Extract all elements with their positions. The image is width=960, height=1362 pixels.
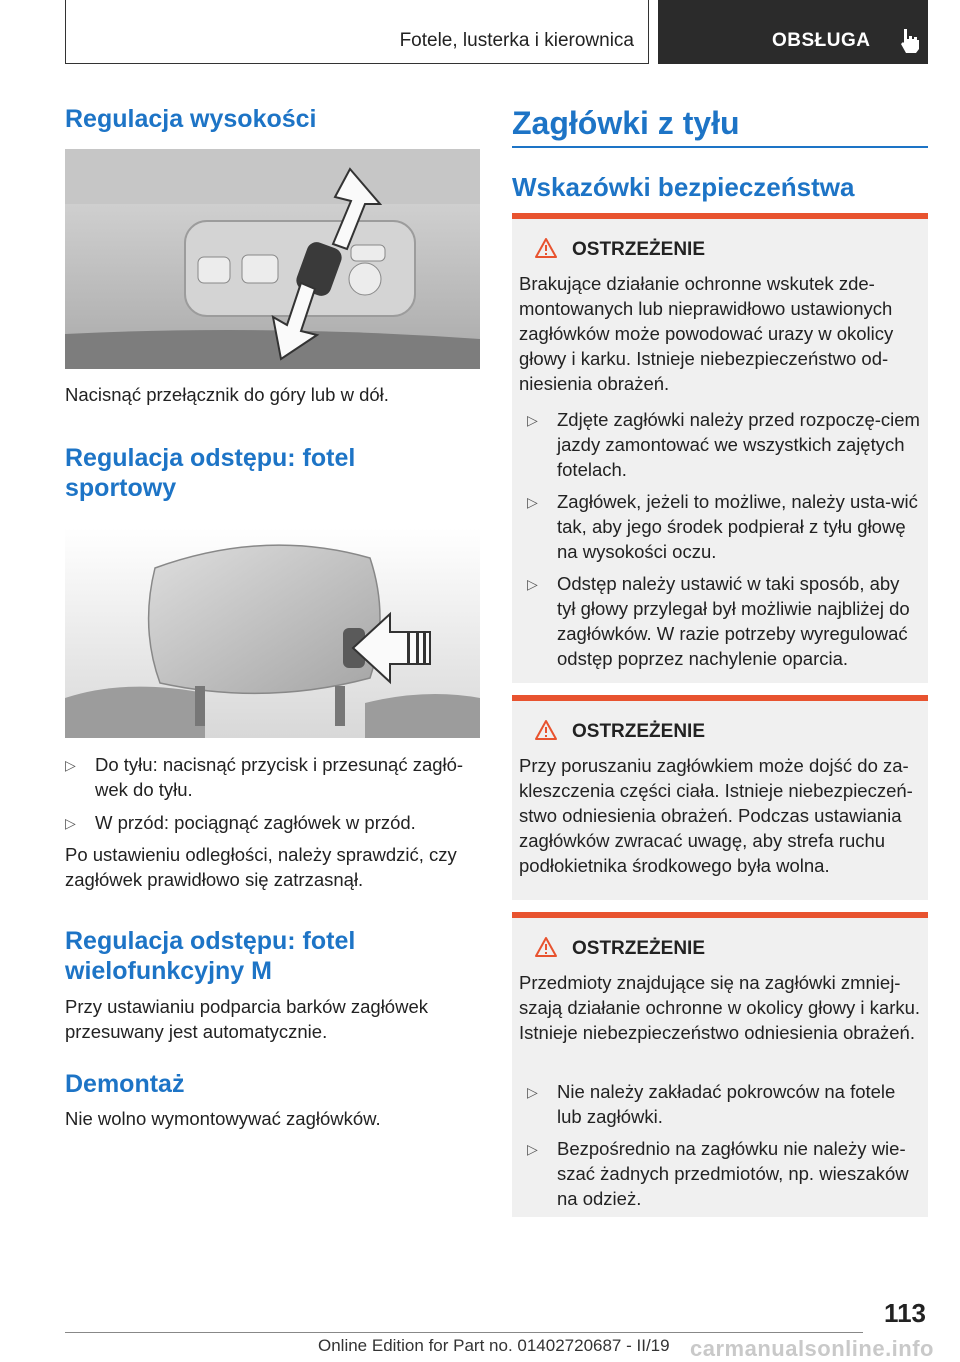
list-item: ▷ Odstęp należy ustawić w taki sposób, aby tył głowy przylegał był możliwie najbliżej do zagłówków. W razie potrzeby wyregulować odstęp poprzez nachylenie oparcia. [527,573,910,669]
warning-title: OSTRZEŻENIE [572,938,706,959]
header-section-title: Fotele, lusterka i kierownica [399,30,634,51]
list-item: ▷ Do tyłu: nacisnąć przycisk i przesunąć zagłó-wek do tyłu. [65,754,464,800]
triangle-bullet-icon: ▷ [527,576,538,592]
triangle-bullet-icon: ▷ [527,1084,538,1100]
hand-pointer-icon [896,26,924,54]
warning-triangle-icon [534,237,558,259]
list-item: ▷ Bezpośrednio na zagłówku nie należy wie-szać żadnych przedmiotów, np. wieszaków na odzież. [527,1138,909,1209]
list-item: ▷ Zagłówek, jeżeli to możliwe, należy usta-wić tak, aby jego środek podpierał z tyłu głowę na wysokości oczu. [527,491,918,562]
warning-triangle-icon [534,936,558,958]
footer-rule [65,1332,863,1333]
header-section-box [65,0,649,64]
sport-seat-note: Po ustawieniu odległości, należy sprawdzić, czy zagłówek prawidłowo się zatrzasnął. [65,844,457,890]
removal-note: Nie wolno wymontowywać zagłówków. [65,1108,381,1129]
height-instruction: Nacisnąć przełącznik do góry lub w dół. [65,384,389,405]
triangle-bullet-icon: ▷ [65,757,76,773]
warning-title: OSTRZEŻENIE [572,721,706,742]
heading-sport-seat-line1: Regulacja odstępu: fotel [65,444,356,472]
heading-safety-notes: Wskazówki bezpieczeństwa [512,172,855,202]
heading-multifunction-line2: wielofunkcyjny M [65,957,272,985]
triangle-bullet-icon: ▷ [527,1141,538,1157]
warning-box [512,213,928,683]
warning-text: Przedmioty znajdujące się na zagłówki zmniej-szają działanie ochronne w okolicy głowy i karku. Istnieje niebezpieczeństwo odniesienia obrażeń. [519,972,921,1043]
heading-rear-headrests: Zagłówki z tyłu [512,105,740,141]
headrest-image [65,528,480,738]
triangle-bullet-icon: ▷ [65,815,76,831]
multifunction-note: Przy ustawianiu podparcia barków zagłówek przesuwany jest automatycznie. [65,996,428,1042]
page-number: 113 [884,1298,926,1328]
list-item: ▷ W przód: pociągnąć zagłówek w przód. [65,810,480,835]
heading-height-adjustment: Regulacja wysokości [65,105,317,133]
heading-removal: Demontaż [65,1070,185,1098]
warning-bar [512,695,928,701]
warning-bar [512,213,928,219]
triangle-bullet-icon: ▷ [527,412,538,428]
list-item: ▷ Nie należy zakładać pokrowców na fotele lub zagłówki. [527,1081,896,1127]
warning-box [512,695,928,900]
heading-multifunction-line1: Regulacja odstępu: fotel [65,927,356,955]
warning-bar [512,912,928,918]
warning-text: Brakujące działanie ochronne wskutek zde-montowanych lub nieprawidłowo ustawionych zagłówków może powodować urazy w okolicy głowy i karku. Istnieje niebezpieczeństwo od-niesienia obrażeń. [519,273,894,394]
triangle-bullet-icon: ▷ [527,494,538,510]
heading-rule [512,146,928,148]
list-item: ▷ Zdjęte zagłówki należy przed rozpoczę-ciem jazdy zamontować we wszystkich zajętych fotelach. [527,409,920,480]
warning-triangle-icon [534,719,558,741]
watermark: carmanualsonline.info [690,1336,934,1361]
warning-box [512,912,928,1217]
seat-switch-image [65,149,480,369]
warning-title: OSTRZEŻENIE [572,239,706,260]
heading-sport-seat-line2: sportowy [65,474,177,502]
footer-edition: Online Edition for Part no. 01402720687 - II/19 [318,1336,670,1355]
warning-text: Przy poruszaniu zagłówkiem może dojść do za-kleszczenia części ciała. Istnieje niebezpieczeń-stwo odniesienia obrażeń. Podczas ustawiania zagłówków zwracać uwagę, aby strefa ruchu podłokietnika środkowego była wolna. [519,755,913,876]
header-tag-box [658,0,928,64]
header-tag-label: OBSŁUGA [772,30,871,51]
